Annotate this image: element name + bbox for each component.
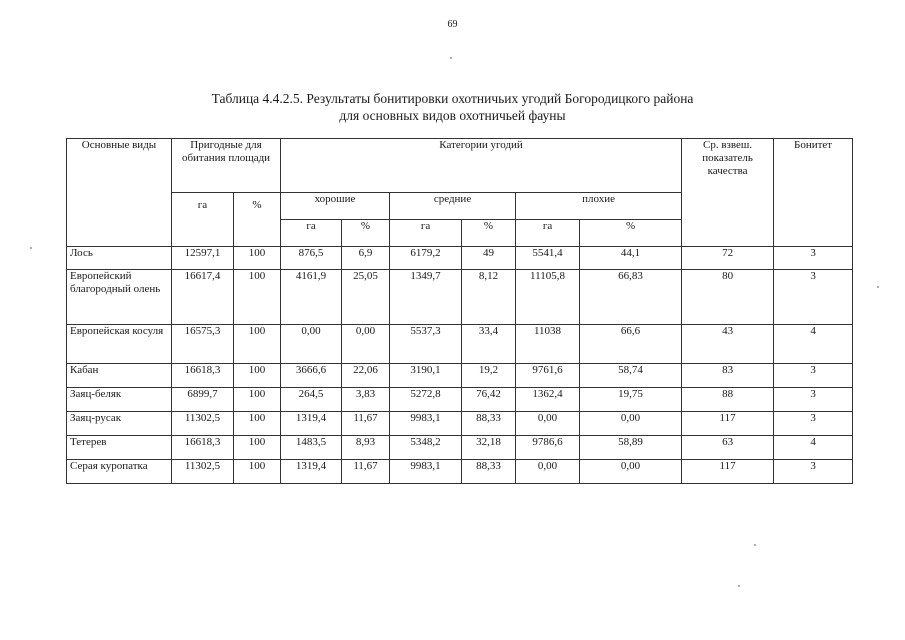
table-caption xyxy=(0,90,905,124)
area-pct-cell: 100 xyxy=(234,247,281,270)
scan-speck xyxy=(30,247,32,249)
bad-ha-cell: 11038 xyxy=(516,325,580,364)
bad-pct-cell: 44,1 xyxy=(580,247,682,270)
bonitet-cell: 4 xyxy=(774,325,853,364)
medium-ha-cell: 6179,2 xyxy=(390,247,462,270)
good-pct-cell: 0,00 xyxy=(342,325,390,364)
bad-pct-cell: 0,00 xyxy=(580,412,682,436)
species-cell: Европейская косуля xyxy=(67,325,172,364)
area-ha-cell: 16575,3 xyxy=(172,325,234,364)
bad-ha-cell: 1362,4 xyxy=(516,388,580,412)
table-row xyxy=(67,460,853,484)
area-ha-cell: 6899,7 xyxy=(172,388,234,412)
bad-pct-cell: 19,75 xyxy=(580,388,682,412)
caption-line-2: для основных видов охотничьей фауны xyxy=(339,108,566,123)
bad-pct-cell: 66,83 xyxy=(580,270,682,325)
header-row-1 xyxy=(67,139,853,193)
bonitet-cell: 3 xyxy=(774,412,853,436)
bad-ha-cell: 0,00 xyxy=(516,460,580,484)
scan-speck xyxy=(450,57,452,59)
scan-speck xyxy=(754,544,756,546)
area-ha-cell: 11302,5 xyxy=(172,460,234,484)
quality-cell: 63 xyxy=(682,436,774,460)
area-ha-cell: 16617,4 xyxy=(172,270,234,325)
table-row xyxy=(67,364,853,388)
bonitet-cell: 3 xyxy=(774,364,853,388)
area-pct-cell: 100 xyxy=(234,325,281,364)
species-cell: Кабан xyxy=(67,364,172,388)
bad-pct-cell: 58,74 xyxy=(580,364,682,388)
good-ha-cell: 876,5 xyxy=(281,247,342,270)
good-pct-cell: 6,9 xyxy=(342,247,390,270)
header-bad: плохие xyxy=(516,193,682,220)
header-land-categories: Категории угодий xyxy=(281,139,682,193)
area-ha-cell: 16618,3 xyxy=(172,364,234,388)
header-bad-pct: % xyxy=(580,220,682,247)
bonitet-cell: 4 xyxy=(774,436,853,460)
header-good-pct: % xyxy=(342,220,390,247)
medium-pct-cell: 8,12 xyxy=(462,270,516,325)
good-pct-cell: 22,06 xyxy=(342,364,390,388)
good-ha-cell: 264,5 xyxy=(281,388,342,412)
quality-cell: 72 xyxy=(682,247,774,270)
header-medium: средние xyxy=(390,193,516,220)
area-pct-cell: 100 xyxy=(234,412,281,436)
area-pct-cell: 100 xyxy=(234,436,281,460)
area-pct-cell: 100 xyxy=(234,270,281,325)
species-cell: Серая куропатка xyxy=(67,460,172,484)
medium-ha-cell: 9983,1 xyxy=(390,412,462,436)
bonitet-cell: 3 xyxy=(774,270,853,325)
species-cell: Заяц-русак xyxy=(67,412,172,436)
medium-ha-cell: 3190,1 xyxy=(390,364,462,388)
species-cell: Лось xyxy=(67,247,172,270)
species-cell: Тетерев xyxy=(67,436,172,460)
table-row xyxy=(67,247,853,270)
quality-cell: 80 xyxy=(682,270,774,325)
medium-pct-cell: 49 xyxy=(462,247,516,270)
area-ha-cell: 16618,3 xyxy=(172,436,234,460)
bad-pct-cell: 0,00 xyxy=(580,460,682,484)
header-area-pct: % xyxy=(234,193,281,247)
table-row xyxy=(67,436,853,460)
bad-ha-cell: 5541,4 xyxy=(516,247,580,270)
medium-pct-cell: 32,18 xyxy=(462,436,516,460)
quality-cell: 88 xyxy=(682,388,774,412)
table-row xyxy=(67,325,853,364)
page-number: 69 xyxy=(447,19,458,30)
medium-pct-cell: 76,42 xyxy=(462,388,516,412)
bonitet-table xyxy=(66,138,853,484)
header-good: хорошие xyxy=(281,193,390,220)
bad-ha-cell: 9761,6 xyxy=(516,364,580,388)
medium-ha-cell: 5537,3 xyxy=(390,325,462,364)
table-row xyxy=(67,412,853,436)
area-pct-cell: 100 xyxy=(234,460,281,484)
good-ha-cell: 1319,4 xyxy=(281,460,342,484)
header-quality-index: Ср. взвеш. показатель качества xyxy=(682,139,774,247)
table-row xyxy=(67,270,853,325)
header-good-ha: га xyxy=(281,220,342,247)
good-pct-cell: 3,83 xyxy=(342,388,390,412)
area-pct-cell: 100 xyxy=(234,388,281,412)
good-pct-cell: 8,93 xyxy=(342,436,390,460)
bad-pct-cell: 66,6 xyxy=(580,325,682,364)
quality-cell: 117 xyxy=(682,460,774,484)
good-ha-cell: 1483,5 xyxy=(281,436,342,460)
quality-cell: 43 xyxy=(682,325,774,364)
table-row xyxy=(67,388,853,412)
good-pct-cell: 11,67 xyxy=(342,460,390,484)
scan-speck xyxy=(877,286,879,288)
header-suitable-area: Пригодные для обитания площади xyxy=(172,139,281,193)
bad-ha-cell: 9786,6 xyxy=(516,436,580,460)
scan-speck xyxy=(738,585,740,587)
bad-pct-cell: 58,89 xyxy=(580,436,682,460)
caption-line-1: Таблица 4.4.2.5. Результаты бонитировки охотничьих угодий Богородицкого района xyxy=(211,91,694,106)
good-pct-cell: 25,05 xyxy=(342,270,390,325)
medium-ha-cell: 5348,2 xyxy=(390,436,462,460)
medium-pct-cell: 19,2 xyxy=(462,364,516,388)
area-ha-cell: 11302,5 xyxy=(172,412,234,436)
header-bonitet: Бонитет xyxy=(774,139,853,247)
medium-ha-cell: 9983,1 xyxy=(390,460,462,484)
medium-ha-cell: 1349,7 xyxy=(390,270,462,325)
header-medium-ha: га xyxy=(390,220,462,247)
header-species: Основные виды xyxy=(67,139,172,247)
species-cell: Заяц-беляк xyxy=(67,388,172,412)
header-medium-pct: % xyxy=(462,220,516,247)
quality-cell: 83 xyxy=(682,364,774,388)
bonitet-cell: 3 xyxy=(774,460,853,484)
medium-pct-cell: 88,33 xyxy=(462,412,516,436)
good-ha-cell: 4161,9 xyxy=(281,270,342,325)
good-pct-cell: 11,67 xyxy=(342,412,390,436)
bad-ha-cell: 0,00 xyxy=(516,412,580,436)
medium-ha-cell: 5272,8 xyxy=(390,388,462,412)
quality-cell: 117 xyxy=(682,412,774,436)
header-area-ha: га xyxy=(172,193,234,247)
good-ha-cell: 3666,6 xyxy=(281,364,342,388)
bad-ha-cell: 11105,8 xyxy=(516,270,580,325)
medium-pct-cell: 88,33 xyxy=(462,460,516,484)
area-ha-cell: 12597,1 xyxy=(172,247,234,270)
species-cell: Европейский благородный олень xyxy=(67,270,172,325)
bonitet-cell: 3 xyxy=(774,388,853,412)
area-pct-cell: 100 xyxy=(234,364,281,388)
good-ha-cell: 0,00 xyxy=(281,325,342,364)
header-bad-ha: га xyxy=(516,220,580,247)
good-ha-cell: 1319,4 xyxy=(281,412,342,436)
bonitet-cell: 3 xyxy=(774,247,853,270)
medium-pct-cell: 33,4 xyxy=(462,325,516,364)
